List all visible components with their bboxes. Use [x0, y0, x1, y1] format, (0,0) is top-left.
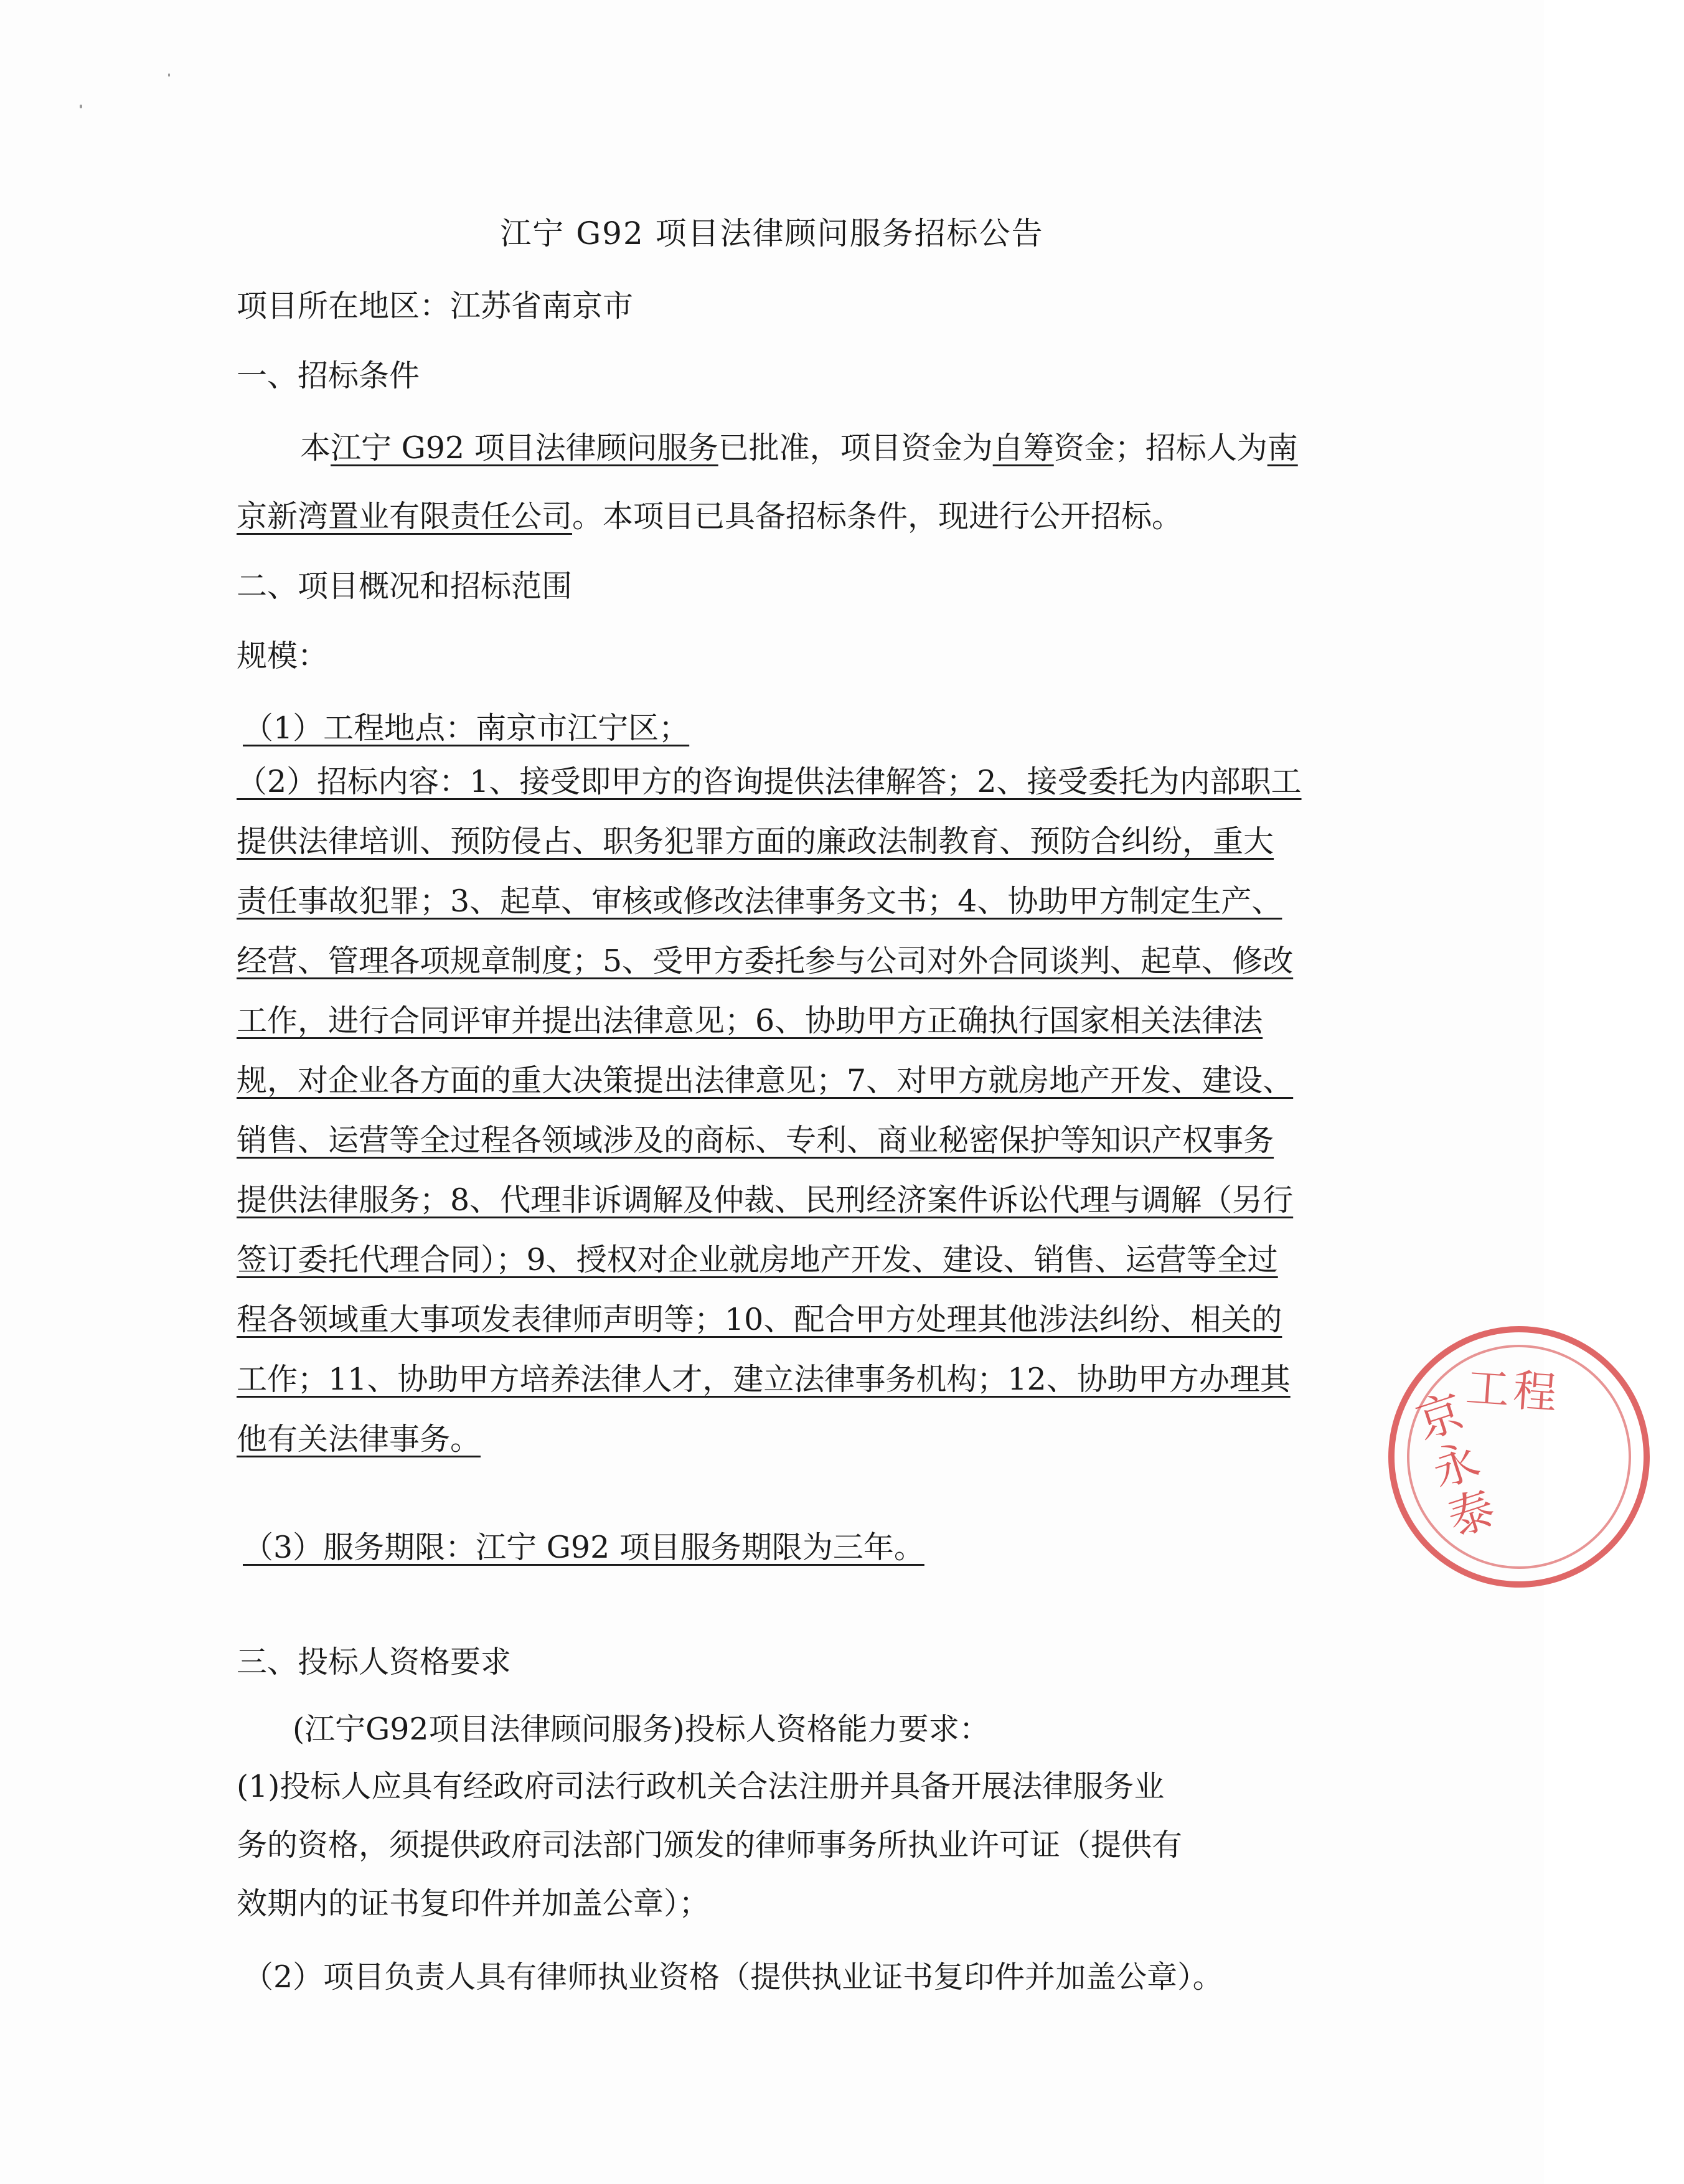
p1-owner-part-b: 京新湾置业有限责任公司 [237, 499, 573, 534]
item-2-line: 程各领域重大事项发表律师声明等；10、配合甲方处理其他涉法纠纷、相关的 [237, 1302, 1282, 1337]
requirement-1-line: 务的资格，须提供政府司法部门颁发的律师事务所执业许可证（提供有 [237, 1827, 1183, 1863]
p1-text-b: 已批准，项目资金为 [718, 430, 993, 466]
p1-text-d: 。本项目已具备招标条件，现进行公开招标。 [572, 499, 1183, 534]
p1-text-c: 资金；招标人为 [1053, 430, 1268, 466]
seal-text-vertical: 京永泰 [1403, 1386, 1502, 1549]
p1-fund-source: 自筹 [992, 430, 1054, 466]
p1-owner-part-a: 南 [1267, 430, 1298, 466]
item-2-line: 责任事故犯罪；3、起草、审核或修改法律事务文书；4、协助甲方制定生产、 [237, 883, 1282, 919]
scan-speck [168, 73, 170, 77]
qualification-intro: (江宁G92项目法律顾问服务)投标人资格能力要求： [293, 1711, 990, 1747]
item-2-line: 他有关法律事务。 [237, 1421, 481, 1457]
scale-label: 规模： [237, 638, 329, 674]
item-2-line: 提供法律服务；8、代理非诉调解及仲裁、民刑经济案件诉讼代理与调解（另行 [237, 1182, 1294, 1218]
scan-speck [80, 105, 82, 108]
item-3-service-period: （3）服务期限：江宁 G92 项目服务期限为三年。 [243, 1530, 924, 1565]
location-line: 项目所在地区：江苏省南京市 [237, 288, 634, 324]
p1-project-name: 江宁 G92 项目法律顾问服务 [331, 430, 718, 466]
requirement-1-line: (1)投标人应具有经政府司法行政机关合法注册并具备开展法律服务业 [237, 1769, 1165, 1804]
section-3-heading: 三、投标人资格要求 [237, 1644, 512, 1680]
section-2-heading: 二、项目概况和招标范围 [237, 568, 573, 604]
item-2-line: 销售、运营等全过程各领域涉及的商标、专利、商业秘密保护等知识产权事务 [237, 1123, 1274, 1158]
seal-text-arc: 工程 [1464, 1362, 1563, 1419]
item-1-location: （1）工程地点：南京市江宁区； [243, 710, 690, 746]
requirement-2: （2）项目负责人具有律师执业资格（提供执业证书复印件并加盖公章）。 [243, 1959, 1223, 1995]
section-1-heading: 一、招标条件 [237, 358, 420, 393]
item-2-line: （2）招标内容：1、接受即甲方的咨询提供法律解答；2、接受委托为内部职工 [237, 764, 1302, 799]
section-1-paragraph-line-2 [237, 498, 1182, 535]
item-2-line: 签订委托代理合同）；9、授权对企业就房地产开发、建设、销售、运营等全过 [237, 1242, 1278, 1278]
item-2-line: 工作；11、协助甲方培养法律人才，建立法律事务机构；12、协助甲方办理其 [237, 1362, 1291, 1397]
item-2-line: 规，对企业各方面的重大决策提出法律意见；7、对甲方就房地产开发、建设、 [237, 1063, 1294, 1098]
item-2-line: 提供法律培训、预防侵占、职务犯罪方面的廉政法制教育、预防合纠纷，重大 [237, 824, 1274, 859]
document-title: 江宁 G92 项目法律顾问服务招标公告 [500, 215, 1044, 252]
item-2-line: 工作，进行合同评审并提出法律意见；6、协助甲方正确执行国家相关法律法 [237, 1003, 1263, 1038]
requirement-1-line: 效期内的证书复印件并加盖公章）； [237, 1886, 710, 1921]
section-1-paragraph-line-1 [300, 430, 1298, 467]
item-2-line: 经营、管理各项规章制度；5、受甲方委托参与公司对外合同谈判、起草、修改 [237, 943, 1294, 979]
company-seal [1354, 1292, 1683, 1621]
p1-text-a: 本 [300, 430, 331, 466]
